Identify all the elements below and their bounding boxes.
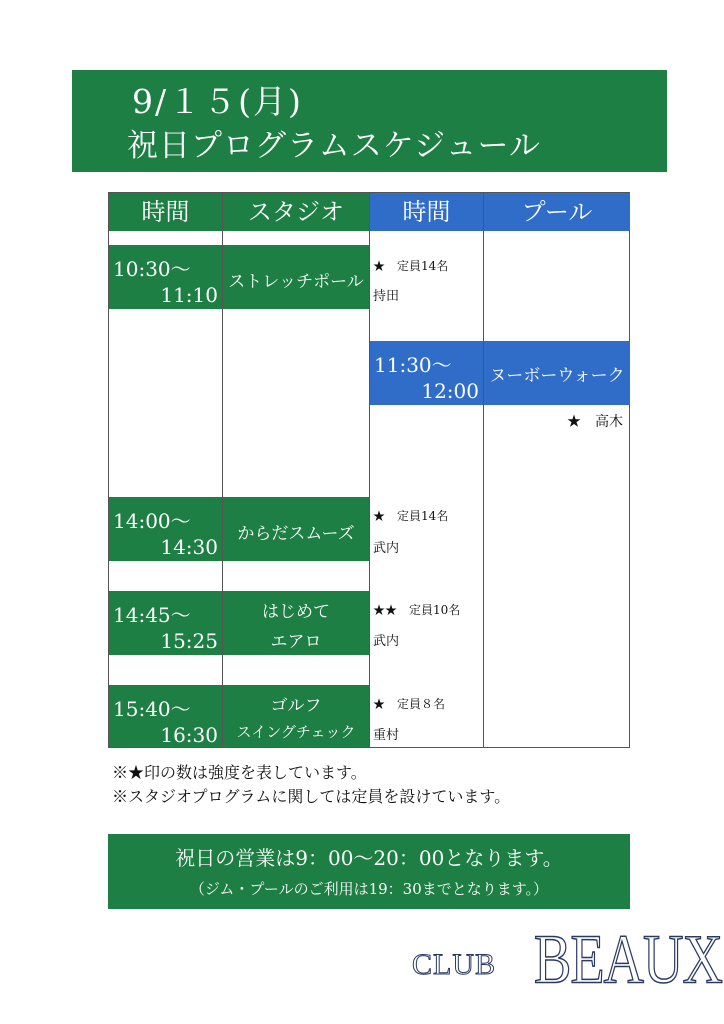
program-name-line: ゴルフ [270,696,322,716]
program-name-line: スイングチェック [236,723,356,741]
studio-program-cell [223,685,369,747]
start-time: 14:45～ [113,603,191,627]
end-time: 16:30 [160,723,218,747]
start-time: 14:00～ [113,509,191,533]
pool-program-cell [484,341,630,405]
program-name: ヌーボーウォーク [489,366,625,386]
program-name: からだスムーズ [237,524,355,544]
schedule-table [108,192,630,748]
program-name-line: エアロ [270,632,322,652]
studio-time-cell [109,685,222,747]
start-time: 11:30～ [374,353,452,377]
studio-program-cell [223,497,369,561]
studio-time-cell [109,245,222,309]
program-name: ストレッチポール [228,272,364,292]
end-time: 15:25 [160,629,218,653]
logo-beaux-text: BEAUX [534,921,722,999]
header-time-studio: 時間 [109,193,222,231]
pool-note: ★ 高木 [567,414,623,430]
studio-time-cell [109,497,222,561]
instructor-name: 武内 [373,634,400,649]
date-label: 9/１５(月) [132,82,303,121]
instructor-name: 重村 [373,728,400,743]
notice-subline: （ジム・プールのご利用は19：30までとなります。） [189,880,549,898]
club-beaux-logo [412,920,722,999]
end-time: 14:30 [160,535,218,559]
footnote: ※スタジオプログラムに関しては定員を設けています。 [112,787,511,806]
studio-program-cell [223,591,369,655]
studio-time-cell [109,591,222,655]
start-time: 15:40～ [113,697,191,721]
capacity-text: ★ 定員14名 [373,509,449,523]
instructor-name: 持田 [373,289,400,304]
instructor-name: 武内 [373,541,400,556]
holiday-hours-notice [108,834,630,909]
column-divider [483,193,484,747]
start-time: 10:30～ [113,257,191,281]
logo-club-text: CLUB [412,948,497,981]
notice-line: 祝日の営業は9：00～20：00となります。 [175,846,563,870]
header-time-pool: 時間 [370,193,483,231]
capacity-note [373,601,460,618]
program-name-line: はじめて [262,602,330,622]
column-divider [369,193,370,747]
capacity-note [373,695,445,712]
end-time: 12:00 [421,379,479,403]
studio-program-cell [223,245,369,309]
header-pool: プール [484,193,630,231]
capacity-note [373,257,448,274]
capacity-text: ★★ 定員10名 [373,603,461,617]
footnote: ※★印の数は強度を表しています。 [112,763,367,782]
capacity-text: ★ 定員８名 [373,697,446,711]
end-time: 11:10 [160,283,218,307]
pool-time-cell [370,341,483,405]
capacity-note [373,507,448,524]
capacity-text: ★ 定員14名 [373,259,449,273]
page-title: 祝日プログラムスケジュール [127,128,541,164]
page-header [72,70,667,172]
header-studio: スタジオ [223,193,369,231]
